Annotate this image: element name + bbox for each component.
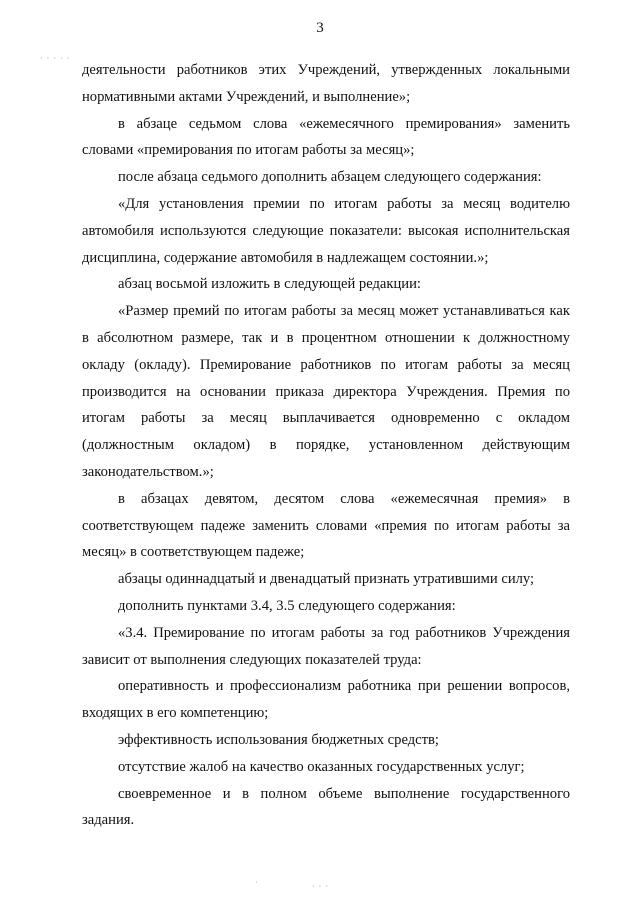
scan-speck: · · · · · — [40, 54, 71, 63]
paragraph: «3.4. Премирование по итогам работы за год работников Учреждения зависит от выполнения следующих показателей труда: — [82, 624, 570, 668]
paragraph: «Размер премий по итогам работы за месяц может устанавливаться как в абсолютном размере, так и в процентном отношении к должностному окладу (окладу). Премирование работников по итогам работы за месяц производится на основании приказа директора Учреждения. Премия по итогам работы за месяц выплачивается одновременно с окладом (должностным окладом) в порядке, установленном действующим законодательством.»; — [82, 303, 570, 480]
page-number: 3 — [316, 20, 324, 36]
paragraph: после абзаца седьмого дополнить абзацем следующего содержания: — [118, 169, 542, 186]
paragraph: отсутствие жалоб на качество оказанных государственных услуг; — [118, 758, 525, 775]
paragraph: в абзаце седьмом слова «ежемесячного премирования» заменить словами «премирования по итогам работы за месяц»; — [82, 115, 570, 159]
scan-speck: · — [255, 878, 259, 887]
paragraph: деятельности работников этих Учреждений, утвержденных локальными нормативными актами Учреждений, и выполнение»; — [82, 62, 570, 105]
paragraph: абзацы одиннадцатый и двенадцатый признать утратившими силу; — [118, 571, 535, 588]
paragraph: своевременное и в полном объеме выполнение государственного задания. — [82, 785, 570, 829]
scan-speck: · · · — [312, 882, 329, 891]
paragraph: абзац восьмой изложить в следующей редакции: — [118, 276, 421, 293]
paragraph: эффективность использования бюджетных средств; — [118, 731, 439, 748]
document-body — [82, 57, 570, 834]
paragraph: в абзацах девятом, десятом слова «ежемесячная премия» в соответствующем падеже заменить словами «премия по итогам работы за месяц» в соответствующем падеже; — [82, 490, 570, 561]
paragraph: оперативность и профессионализм работника при решении вопросов, входящих в его компетенцию; — [82, 678, 570, 722]
paragraph: дополнить пунктами 3.4, 3.5 следующего содержания: — [118, 597, 456, 614]
paragraph: «Для установления премии по итогам работы за месяц водителю автомобиля используются следующие показатели: высокая исполнительская дисциплина, содержание автомобиля в надлежащем состоянии.»; — [82, 195, 570, 266]
